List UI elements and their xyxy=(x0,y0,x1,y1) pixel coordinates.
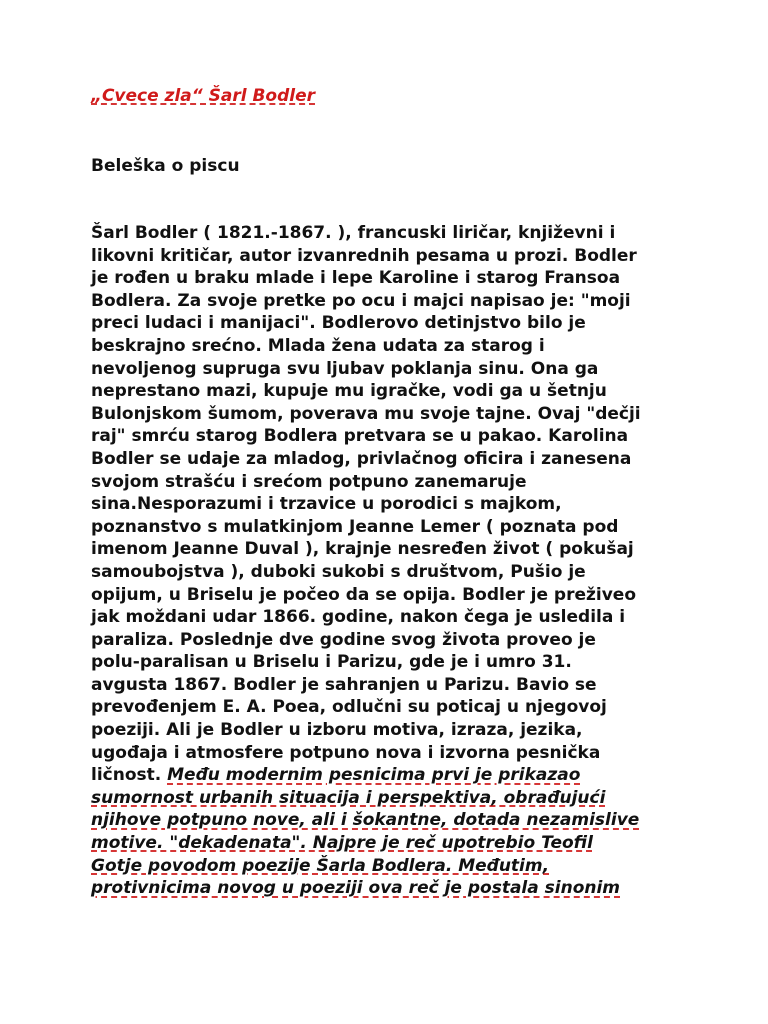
section-heading: Beleška o piscu xyxy=(91,156,240,176)
body-paragraph xyxy=(91,222,691,900)
italic-line xyxy=(91,855,691,878)
body-line: preci ludaci i manijaci". Bodlerovo detinjstvo bilo je xyxy=(91,313,586,334)
body-line: svojom strašću i srećom potpuno zanemaruje xyxy=(91,471,527,492)
body-line-mixed xyxy=(91,764,691,787)
body-line: Bodler se udaje za mladog, privlačnog oficira i zanesena xyxy=(91,448,632,469)
body-line: neprestano mazi, kupuje mu igračke, vodi ga u šetnju xyxy=(91,381,607,402)
italic-line-text: motive. "dekadenata". Najpre je reč upotrebio Teofil xyxy=(91,833,593,854)
italic-line xyxy=(91,787,691,810)
body-line: nevoljenog supruga svu ljubav poklanja sinu. Ona ga xyxy=(91,358,599,379)
body-line-italic-part: Među modernim pesnicima prvi je prikazao xyxy=(167,765,581,786)
body-line: Šarl Bodler ( 1821.-1867. ), francuski liričar, književni i xyxy=(91,223,616,243)
body-line: imenom Jeanne Duval ), krajnje nesređen život ( pokušaj xyxy=(91,539,634,560)
body-line: raj" smrću starog Bodlera pretvara se u pakao. Karolina xyxy=(91,426,629,447)
body-line: polu-paralisan u Briselu i Parizu, gde je i umro 31. xyxy=(91,652,572,673)
italic-line-text: njihove potpuno nove, ali i šokantne, dotada nezamislive xyxy=(91,810,640,831)
body-line: sina.Nesporazumi i trzavice u porodici s majkom, xyxy=(91,494,562,515)
body-line: Bulonjskom šumom, poverava mu svoje tajne. Ovaj "dečji xyxy=(91,403,641,424)
body-line: Bodlera. Za svoje pretke po ocu i majci napisao je: "moji xyxy=(91,290,631,311)
body-line: jak moždani udar 1866. godine, nakon čega je usledila i xyxy=(91,607,626,628)
italic-line xyxy=(91,809,691,832)
body-line: je rođen u braku mlade i lepe Karoline i starog Fransoa xyxy=(91,268,621,289)
body-line: opijum, u Briselu je počeo da se opija. Bodler je preživeo xyxy=(91,584,637,605)
body-line: avgusta 1867. Bodler je sahranjen u Parizu. Bavio se xyxy=(91,674,597,695)
italic-line-text: sumornost urbanih situacija i perspektiva, obrađujući xyxy=(91,787,606,808)
italic-line xyxy=(91,877,691,900)
document-title: „Cvece zla“ Šarl Bodler xyxy=(91,86,316,106)
body-line: poznanstvo s mulatkinjom Jeanne Lemer ( poznata pod xyxy=(91,516,619,537)
body-line-plain-part: ličnost. xyxy=(91,765,168,786)
italic-line xyxy=(91,832,691,855)
body-line: prevođenjem E. A. Poea, odlučni su poticaj u njegovoj xyxy=(91,697,607,718)
body-line: paraliza. Poslednje dve godine svog života proveo je xyxy=(91,629,596,650)
body-line: ugođaja i atmosfere potpuno nova i izvorna pesnička xyxy=(91,742,601,763)
italic-line-text: Gotje povodom poezije Šarla Bodlera. Međutim, xyxy=(91,855,550,876)
body-line: poeziji. Ali je Bodler u izboru motiva, izraza, jezika, xyxy=(91,720,583,741)
body-line: beskrajno srećno. Mlada žena udata za starog i xyxy=(91,335,545,356)
body-line: samoubojstva ), duboki sukobi s društvom, Pušio je xyxy=(91,561,586,582)
italic-line-text: protivnicima novog u poeziji ova reč je postala sinonim xyxy=(91,878,621,899)
body-line: likovni kritičar, autor izvanrednih pesama u prozi. Bodler xyxy=(91,245,637,266)
